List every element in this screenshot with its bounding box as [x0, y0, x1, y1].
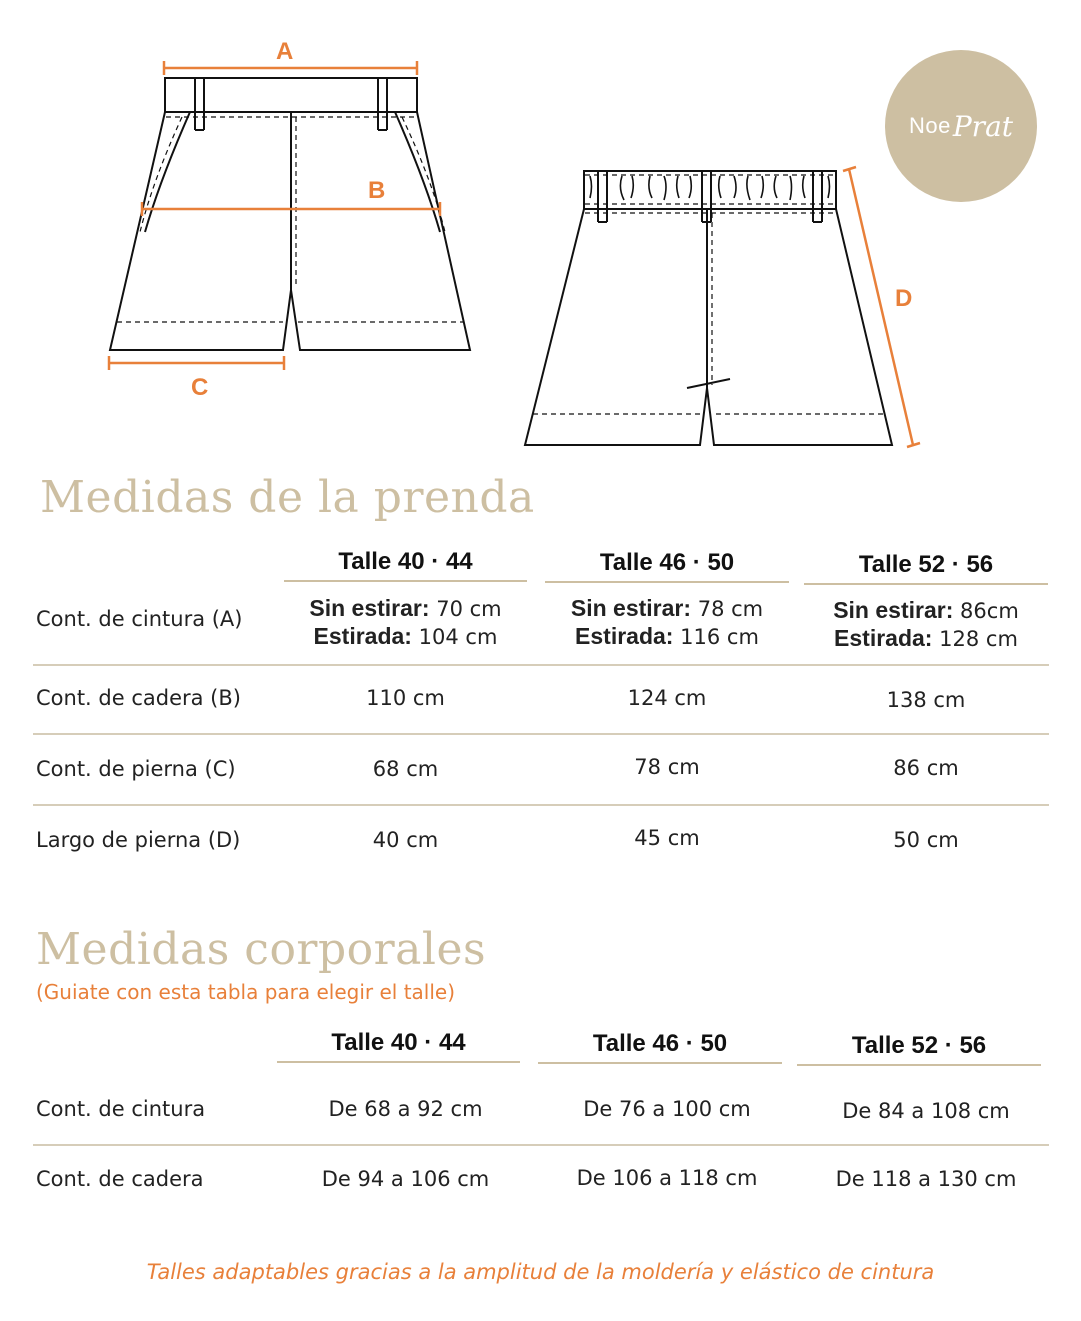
brand-logo [885, 50, 1037, 202]
row-label-length: Largo de pierna (D) [36, 828, 241, 852]
hip-cell-3: 138 cm [886, 688, 966, 712]
garment-size-3: Talle 52 · 56 [804, 551, 1048, 579]
body-subtitle: (Guiate con esta tabla para elegir el talle) [36, 980, 456, 1004]
brand-first: Noe [908, 113, 951, 138]
footer-note: Talles adaptables gracias a la amplitud de la moldería y elástico de cintura [146, 1260, 935, 1284]
garment-size-2: Talle 46 · 50 [545, 549, 789, 577]
body-waist-cell-3: De 84 a 108 cm [842, 1099, 1010, 1123]
hip-cell-1: 110 cm [366, 686, 445, 710]
row-label-leg: Cont. de pierna (C) [36, 757, 236, 781]
leg-cell-3: 86 cm [893, 756, 959, 780]
divider [33, 664, 1049, 666]
back-shorts-drawing [525, 171, 892, 445]
body-hip-cell-1: De 94 a 106 cm [321, 1167, 490, 1191]
brand-second: Prat [952, 109, 1014, 143]
measure-c [109, 356, 284, 370]
divider [33, 733, 1049, 735]
garment-title: Medidas de la prenda [40, 472, 535, 523]
waist-cell-3: Sin estirar: 86cm Estirada: 128 cm [833, 597, 1019, 651]
hip-cell-2: 124 cm [627, 686, 707, 710]
front-shorts-drawing [110, 78, 470, 350]
length-cell-3: 50 cm [893, 828, 959, 852]
body-title: Medidas corporales [36, 924, 487, 975]
body-hip-cell-3: De 118 a 130 cm [835, 1167, 1017, 1191]
divider [33, 804, 1049, 806]
row-label-waist: Cont. de cintura (A) [36, 607, 243, 631]
leg-cell-1: 68 cm [372, 757, 439, 781]
body-waist-cell-2: De 76 a 100 cm [583, 1097, 751, 1121]
label-a: A [276, 38, 294, 65]
row-label-hip: Cont. de cadera (B) [36, 686, 241, 710]
waist-cell-1: Sin estirar: 70 cm Estirada: 104 cm [309, 595, 502, 649]
row-label-body-waist: Cont. de cintura [36, 1097, 206, 1121]
label-d: D [895, 285, 913, 312]
label-b: B [368, 177, 386, 204]
length-cell-2: 45 cm [634, 826, 700, 850]
body-size-2: Talle 46 · 50 [538, 1030, 782, 1058]
waist-cell-2: Sin estirar: 78 cm Estirada: 116 cm [570, 595, 764, 649]
row-label-body-hip: Cont. de cadera [36, 1167, 204, 1191]
body-size-3: Talle 52 · 56 [797, 1032, 1041, 1060]
body-waist-cell-1: De 68 a 92 cm [328, 1097, 483, 1121]
body-size-1: Talle 40 · 44 [277, 1029, 520, 1057]
garment-size-1: Talle 40 · 44 [284, 548, 527, 576]
leg-cell-2: 78 cm [634, 755, 700, 779]
divider [33, 1144, 1049, 1146]
length-cell-1: 40 cm [372, 828, 439, 852]
label-c: C [191, 374, 209, 401]
body-hip-cell-2: De 106 a 118 cm [576, 1166, 758, 1190]
